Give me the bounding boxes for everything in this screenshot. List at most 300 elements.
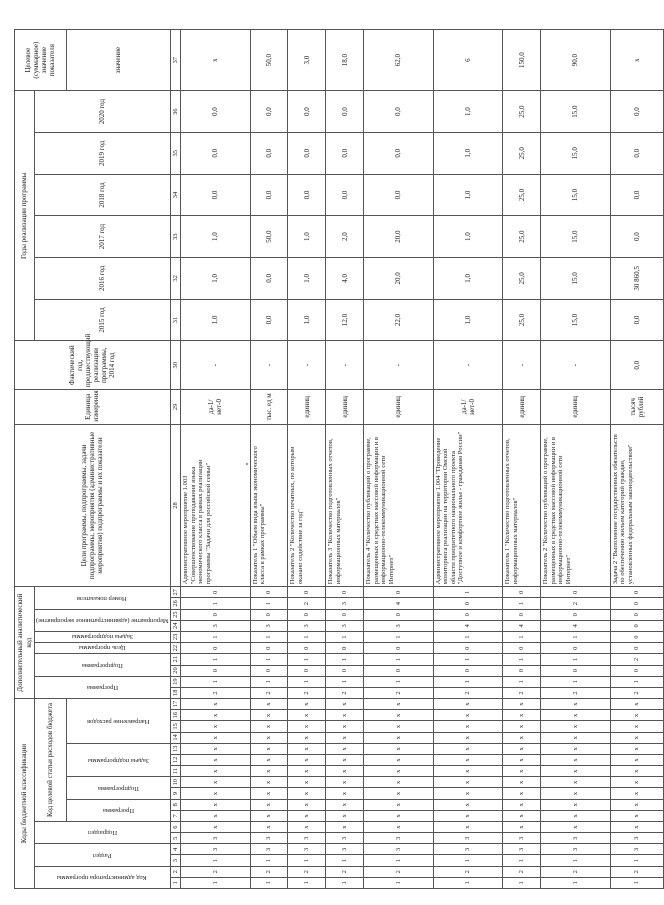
code-digit: 3 — [250, 833, 288, 844]
code-digit: 2 — [541, 687, 611, 698]
code-digit: x — [326, 777, 364, 788]
code-digit: 2 — [288, 687, 326, 698]
header-target-value: значение — [66, 30, 170, 91]
column-number: 34 — [170, 174, 180, 216]
code-digit: 0 — [610, 609, 664, 620]
row-year-value: 1,0 — [288, 299, 326, 341]
code-digit: 1 — [288, 654, 326, 665]
code-digit: 0 — [433, 598, 503, 609]
code-digit: 3 — [181, 844, 251, 855]
row-unit: единиц — [503, 390, 541, 425]
code-digit: 1 — [181, 632, 251, 643]
code-digit: 2 — [541, 598, 611, 609]
code-digit: x — [250, 766, 288, 777]
row-year-value: 1,0 — [181, 257, 251, 299]
row-year-value: 0,0 — [288, 132, 326, 174]
row-year-value: 0,0 — [250, 257, 288, 299]
code-digit: 3 — [250, 620, 288, 631]
code-digit: 1 — [250, 654, 288, 665]
code-digit: x — [433, 743, 503, 754]
row-base-value: - — [181, 341, 251, 390]
code-digit: 2 — [503, 866, 541, 877]
code-digit: x — [541, 710, 611, 721]
column-number: 17 — [170, 699, 180, 710]
row-year-value: 1,0 — [433, 257, 503, 299]
code-digit: 1 — [181, 877, 251, 888]
code-digit: 0 — [610, 587, 664, 598]
code-digit: 2 — [288, 866, 326, 877]
code-digit: 2 — [288, 598, 326, 609]
code-digit: x — [503, 799, 541, 810]
code-digit: 1 — [326, 676, 364, 687]
row-year-value: 0,0 — [610, 299, 664, 341]
header-expense-direction: Направление расходов — [66, 699, 170, 744]
code-digit: x — [364, 754, 434, 765]
row-name: Показатель 1 "Объем вида языка экономического класса в рамках программы" — [250, 424, 288, 587]
row-year-value: 0,0 — [250, 299, 288, 341]
code-digit: x — [433, 799, 503, 810]
code-digit: x — [250, 721, 288, 732]
code-digit: x — [433, 766, 503, 777]
row-name: Показатель 4 "Количество публикаций о программе, размещенных в средствах массовой информации и в информационно-телекоммуникационной сети Интернет" — [364, 424, 434, 587]
row-year-value: 25,0 — [503, 132, 541, 174]
code-digit: 2 — [326, 866, 364, 877]
code-digit: 1 — [541, 877, 611, 888]
row-year-value: 15,0 — [541, 216, 611, 258]
row-target-value: 150,0 — [503, 30, 541, 91]
code-digit: x — [181, 810, 251, 821]
code-digit: x — [181, 732, 251, 743]
code-digit: 1 — [541, 654, 611, 665]
code-digit: x — [364, 721, 434, 732]
code-digit: 1 — [288, 855, 326, 866]
row-year-value: 25,0 — [503, 257, 541, 299]
code-digit: 0 — [250, 587, 288, 598]
code-digit: x — [541, 754, 611, 765]
code-digit: 1 — [610, 676, 664, 687]
code-digit: 2 — [503, 687, 541, 698]
code-digit: 0 — [181, 587, 251, 598]
code-digit: 0 — [541, 609, 611, 620]
code-digit: x — [181, 777, 251, 788]
column-number: 27 — [170, 587, 180, 598]
code-digit: 3 — [288, 844, 326, 855]
code-digit: x — [364, 710, 434, 721]
code-digit: x — [433, 821, 503, 832]
table-row — [288, 30, 326, 889]
code-digit: x — [610, 821, 664, 832]
row-base-value: - — [364, 341, 434, 390]
code-digit: x — [541, 810, 611, 821]
row-year-value: 50,0 — [250, 216, 288, 258]
row-year-value: 0,0 — [250, 132, 288, 174]
row-unit: единиц — [288, 390, 326, 425]
code-digit: 1 — [364, 877, 434, 888]
row-year-value: 15,0 — [541, 257, 611, 299]
code-digit: x — [250, 799, 288, 810]
code-digit: 0 — [503, 609, 541, 620]
row-year-value: 15,0 — [541, 299, 611, 341]
code-digit: x — [250, 732, 288, 743]
code-digit: 1 — [433, 587, 503, 598]
code-digit: 1 — [288, 877, 326, 888]
row-year-value: 0,0 — [288, 174, 326, 216]
code-digit: x — [610, 699, 664, 710]
code-digit: x — [503, 810, 541, 821]
code-digit: 1 — [541, 632, 611, 643]
header-year-5: 2019 год — [35, 132, 171, 174]
code-digit: x — [364, 821, 434, 832]
column-number: 7 — [170, 810, 180, 821]
code-digit: 1 — [181, 676, 251, 687]
code-digit: 0 — [364, 643, 434, 654]
scan-speck — [246, 463, 248, 465]
code-digit: 1 — [433, 654, 503, 665]
code-digit: x — [250, 788, 288, 799]
code-digit: x — [610, 799, 664, 810]
header-an-task: Задача подпрограммы — [35, 632, 171, 643]
code-digit: x — [364, 732, 434, 743]
code-digit: 3 — [433, 833, 503, 844]
code-digit: 0 — [250, 665, 288, 676]
code-digit: 3 — [288, 620, 326, 631]
column-number: 21 — [170, 654, 180, 665]
code-digit: 1 — [250, 632, 288, 643]
row-name: Административное мероприятие 1.004 "Проведение мониторинга реализации на территории Омской области приоритетного национального проекта "Доступное и комфортное жилье - гражданам России" — [433, 424, 503, 587]
code-digit: x — [433, 810, 503, 821]
column-number: 1 — [170, 877, 180, 888]
column-number: 35 — [170, 132, 180, 174]
code-digit: 0 — [610, 620, 664, 631]
code-digit: x — [250, 821, 288, 832]
code-digit: 0 — [326, 609, 364, 620]
table-row — [503, 30, 541, 889]
code-digit: 2 — [364, 866, 434, 877]
code-digit: x — [364, 699, 434, 710]
row-year-value: 15,0 — [541, 174, 611, 216]
code-digit: 3 — [433, 844, 503, 855]
header-subsection: Подраздел — [35, 821, 171, 843]
code-digit: x — [503, 788, 541, 799]
row-year-value: 25,0 — [503, 299, 541, 341]
row-year-value: 20,0 — [364, 257, 434, 299]
code-digit: x — [288, 777, 326, 788]
code-digit: x — [541, 799, 611, 810]
column-number: 13 — [170, 743, 180, 754]
row-year-value: 0,0 — [610, 216, 664, 258]
row-base-value: - — [288, 341, 326, 390]
code-digit: 1 — [181, 598, 251, 609]
header-year-3: 2017 год — [35, 216, 171, 258]
table-row — [364, 30, 434, 889]
code-digit: 1 — [181, 654, 251, 665]
row-year-value: 0,0 — [610, 132, 664, 174]
column-number: 24 — [170, 620, 180, 631]
row-year-value: 0,0 — [181, 132, 251, 174]
code-digit: x — [250, 743, 288, 754]
code-digit: x — [326, 810, 364, 821]
code-digit: x — [288, 766, 326, 777]
header-subprogram: Подпрограмма — [66, 777, 170, 799]
row-name: Показатель 2 "Количество публикаций о программе, размещенных в средствах массовой информации и в информационно-телекоммуникационной сети Интернет" — [541, 424, 611, 587]
row-base-value: 0,0 — [610, 341, 664, 390]
row-target-value: x — [181, 30, 251, 91]
code-digit: 0 — [364, 587, 434, 598]
row-year-value: 0,0 — [610, 91, 664, 133]
code-digit: 0 — [541, 587, 611, 598]
code-digit: 3 — [326, 844, 364, 855]
table-body — [181, 30, 664, 889]
row-target-value: 3,0 — [288, 30, 326, 91]
row-base-value: - — [433, 341, 503, 390]
code-digit: x — [610, 710, 664, 721]
code-digit: 3 — [181, 833, 251, 844]
code-digit: x — [250, 810, 288, 821]
row-year-value: 15,0 — [541, 91, 611, 133]
column-number: 11 — [170, 766, 180, 777]
column-number: 15 — [170, 721, 180, 732]
code-digit: x — [503, 766, 541, 777]
code-digit: x — [541, 743, 611, 754]
code-digit: x — [326, 721, 364, 732]
code-digit: 1 — [503, 632, 541, 643]
table-row — [250, 30, 288, 889]
code-digit: x — [288, 799, 326, 810]
table-row — [181, 30, 251, 889]
column-number: 5 — [170, 833, 180, 844]
row-year-value: 4,0 — [326, 257, 364, 299]
code-digit: 3 — [326, 620, 364, 631]
column-number: 4 — [170, 844, 180, 855]
code-digit: x — [610, 754, 664, 765]
header-base-year: Фактический год, предшествующий реализации программы, 2014 год — [15, 341, 171, 390]
row-target-value: 6 — [433, 30, 503, 91]
row-unit: единиц — [326, 390, 364, 425]
row-year-value: 2,0 — [326, 216, 364, 258]
row-unit: да-1/ нет-0 — [433, 390, 503, 425]
code-digit: x — [433, 754, 503, 765]
code-digit: x — [541, 721, 611, 732]
code-digit: x — [503, 743, 541, 754]
header-program: Программа — [66, 799, 170, 821]
code-digit: 3 — [326, 598, 364, 609]
code-digit: 3 — [326, 833, 364, 844]
code-digit: 0 — [610, 665, 664, 676]
row-year-value: 1,0 — [433, 299, 503, 341]
code-digit: x — [250, 699, 288, 710]
code-digit: x — [610, 743, 664, 754]
code-digit: 1 — [541, 855, 611, 866]
code-digit: x — [326, 754, 364, 765]
row-target-value: 90,0 — [541, 30, 611, 91]
code-digit: 3 — [288, 833, 326, 844]
code-digit: 0 — [326, 665, 364, 676]
column-number: 30 — [170, 341, 180, 390]
code-digit: 1 — [610, 877, 664, 888]
header-target: Целевое (суммарное) значение показателя — [15, 30, 67, 91]
row-base-value: - — [250, 341, 288, 390]
code-digit: x — [364, 788, 434, 799]
code-digit: 0 — [610, 643, 664, 654]
program-targets-table — [14, 29, 664, 889]
row-name: Показатель 2 "Количество печатных, по которым оказано содействие за год" — [288, 424, 326, 587]
code-digit: 0 — [503, 587, 541, 598]
code-digit: x — [288, 788, 326, 799]
code-digit: x — [433, 710, 503, 721]
code-digit: 1 — [541, 676, 611, 687]
column-number: 9 — [170, 788, 180, 799]
code-digit: 2 — [610, 866, 664, 877]
code-digit: x — [288, 721, 326, 732]
header-an-indicator-no: Номер показателя — [35, 587, 171, 609]
code-digit: x — [610, 788, 664, 799]
row-year-value: 0,0 — [250, 174, 288, 216]
code-digit: 1 — [433, 676, 503, 687]
column-number-row — [170, 30, 180, 889]
code-digit: 2 — [181, 687, 251, 698]
code-digit: 3 — [541, 844, 611, 855]
column-number: 22 — [170, 643, 180, 654]
code-digit: x — [288, 710, 326, 721]
column-number: 10 — [170, 777, 180, 788]
code-digit: 4 — [541, 620, 611, 631]
code-digit: 4 — [433, 620, 503, 631]
code-digit: 3 — [503, 844, 541, 855]
row-year-value: 1,0 — [433, 216, 503, 258]
code-digit: x — [181, 788, 251, 799]
row-year-value: 0,0 — [364, 174, 434, 216]
code-digit: 1 — [503, 855, 541, 866]
code-digit: 0 — [250, 643, 288, 654]
code-digit: 4 — [364, 598, 434, 609]
column-number: 36 — [170, 91, 180, 133]
code-digit: 0 — [610, 598, 664, 609]
code-digit: x — [288, 699, 326, 710]
code-digit: 2 — [250, 687, 288, 698]
row-unit: тыс. ед м — [250, 390, 288, 425]
code-digit: 0 — [181, 609, 251, 620]
code-digit: x — [326, 710, 364, 721]
code-digit: 2 — [433, 866, 503, 877]
code-digit: x — [610, 766, 664, 777]
code-digit: 3 — [250, 844, 288, 855]
code-digit: x — [326, 788, 364, 799]
header-years: Годы реализации программы — [15, 91, 35, 341]
code-digit: x — [541, 699, 611, 710]
code-digit: x — [250, 710, 288, 721]
code-digit: x — [364, 799, 434, 810]
row-year-value: 0,0 — [181, 91, 251, 133]
column-number: 3 — [170, 855, 180, 866]
code-digit: 1 — [433, 877, 503, 888]
column-number: 29 — [170, 390, 180, 425]
code-digit: x — [503, 754, 541, 765]
code-digit: 0 — [503, 665, 541, 676]
code-digit: 1 — [433, 632, 503, 643]
code-digit: 2 — [250, 866, 288, 877]
code-digit: 1 — [181, 855, 251, 866]
code-digit: x — [433, 732, 503, 743]
code-digit: x — [541, 766, 611, 777]
code-digit: 0 — [288, 609, 326, 620]
code-digit: 1 — [326, 877, 364, 888]
row-year-value: 0,0 — [364, 91, 434, 133]
code-digit: x — [250, 777, 288, 788]
row-year-value: 0,0 — [610, 174, 664, 216]
header-year-6: 2020 год — [35, 91, 171, 133]
row-base-value: - — [326, 341, 364, 390]
header-target-article: Код целевой статьи расходов бюджета — [35, 699, 67, 822]
row-unit: единиц — [541, 390, 611, 425]
code-digit: x — [326, 699, 364, 710]
code-digit: x — [541, 821, 611, 832]
code-digit: x — [503, 699, 541, 710]
code-digit: x — [503, 710, 541, 721]
code-digit: 0 — [433, 609, 503, 620]
column-number: 2 — [170, 866, 180, 877]
code-digit: 2 — [610, 687, 664, 698]
code-digit: 1 — [288, 676, 326, 687]
row-base-value: - — [503, 341, 541, 390]
column-number: 14 — [170, 732, 180, 743]
row-unit: да-1/ нет-0 — [181, 390, 251, 425]
code-digit: 0 — [433, 643, 503, 654]
code-digit: x — [326, 821, 364, 832]
header-unit: Единица измерения — [15, 390, 171, 425]
code-digit: x — [181, 799, 251, 810]
code-digit: 1 — [610, 855, 664, 866]
row-year-value: 0,0 — [250, 91, 288, 133]
code-digit: x — [610, 721, 664, 732]
row-year-value: 25,0 — [503, 216, 541, 258]
code-digit: x — [503, 821, 541, 832]
header-an-measure: Мероприятие (административное мероприятие) — [35, 609, 171, 631]
row-year-value: 25,0 — [503, 174, 541, 216]
column-number: 26 — [170, 598, 180, 609]
header-an-subprogram: Подпрограмма — [35, 654, 171, 676]
code-digit: 1 — [326, 654, 364, 665]
code-digit: 1 — [326, 855, 364, 866]
column-number: 20 — [170, 665, 180, 676]
table-row — [541, 30, 611, 889]
row-target-value: x — [610, 30, 664, 91]
code-digit: x — [181, 766, 251, 777]
code-digit: 0 — [433, 665, 503, 676]
code-digit: 1 — [364, 632, 434, 643]
code-digit: x — [326, 766, 364, 777]
code-digit: x — [364, 766, 434, 777]
code-digit: x — [433, 699, 503, 710]
row-year-value: 1,0 — [181, 216, 251, 258]
row-year-value: 0,0 — [326, 132, 364, 174]
code-digit: x — [364, 777, 434, 788]
code-digit: 2 — [541, 866, 611, 877]
code-digit: 3 — [610, 844, 664, 855]
row-year-value: 0,0 — [288, 91, 326, 133]
code-digit: 1 — [364, 676, 434, 687]
code-digit: 0 — [288, 665, 326, 676]
row-year-value: 0,0 — [326, 91, 364, 133]
header-year-4: 2018 год — [35, 174, 171, 216]
code-digit: x — [181, 821, 251, 832]
header-subprogram-task: Задача подпрограммы — [66, 743, 170, 777]
code-digit: 0 — [181, 643, 251, 654]
code-digit: 3 — [610, 833, 664, 844]
header-year-1: 2015 год — [35, 299, 171, 341]
column-number: 25 — [170, 609, 180, 620]
code-digit: 1 — [250, 676, 288, 687]
column-number: 28 — [170, 424, 180, 587]
